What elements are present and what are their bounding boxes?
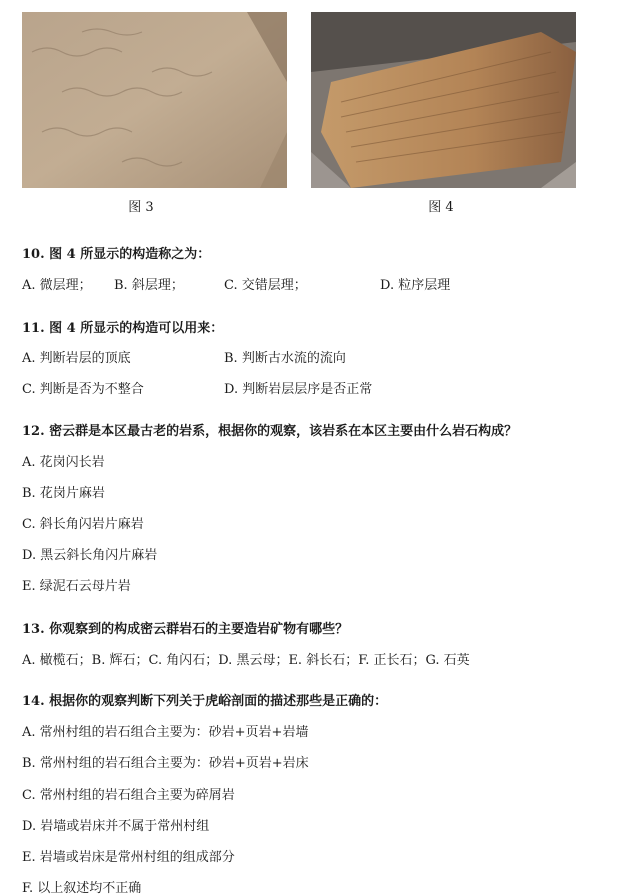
q12-option-d: D. 黑云斜长角闪片麻岩 — [22, 548, 158, 563]
question-13-title: 13. 你观察到的构成密云群岩石的主要造岩矿物有哪些？ — [22, 622, 349, 637]
q13-options: A. 橄榄石；B. 辉石；C. 角闪石；D. 黑云母；E. 斜长石；F. 正长石；G. 石英 — [22, 653, 470, 668]
q14-option-e: E. 岩墙或岩床是常州村组的组成部分 — [22, 850, 235, 865]
question-10-title: 10. 图 4 所显示的构造称之为： — [22, 247, 211, 262]
q10-option-b: B. 斜层理； — [114, 278, 184, 293]
q10-option-c: C. 交错层理； — [224, 278, 307, 293]
q11-option-c: C. 判断是否为不整合 — [22, 382, 144, 397]
q10-option-a: A. 微层理； — [22, 278, 92, 293]
q11-option-d: D. 判断岩层层序是否正常 — [224, 382, 373, 397]
figure-3-caption: 图 3 — [128, 200, 154, 215]
q11-option-b: B. 判断古水流的流向 — [224, 351, 346, 366]
figure-4-photo — [311, 12, 576, 188]
q12-option-e: E. 绿泥石云母片岩 — [22, 579, 131, 594]
q14-option-f: F. 以上叙述均不正确 — [22, 881, 142, 896]
q10-option-d: D. 粒序层理 — [380, 278, 451, 293]
figure-4-caption: 图 4 — [428, 200, 454, 215]
q14-option-d: D. 岩墙或岩床并不属于常州村组 — [22, 819, 210, 834]
q14-option-b: B. 常州村组的岩石组合主要为：砂岩+页岩+岩床 — [22, 756, 309, 771]
q12-option-a: A. 花岗闪长岩 — [22, 455, 105, 470]
question-14-title: 14. 根据你的观察判断下列关于虎峪剖面的描述那些是正确的： — [22, 694, 388, 709]
q12-option-b: B. 花岗片麻岩 — [22, 486, 105, 501]
q11-option-a: A. 判断岩层的顶底 — [22, 351, 131, 366]
q14-option-a: A. 常州村组的岩石组合主要为：砂岩+页岩+岩墙 — [22, 725, 309, 740]
question-12-title: 12. 密云群是本区最古老的岩系，根据你的观察，该岩系在本区主要由什么岩石构成？ — [22, 424, 518, 439]
question-11-title: 11. 图 4 所显示的构造可以用来： — [22, 321, 224, 336]
q12-option-c: C. 斜长角闪岩片麻岩 — [22, 517, 144, 532]
figure-3-photo — [22, 12, 287, 188]
q14-option-c: C. 常州村组的岩石组合主要为碎屑岩 — [22, 788, 235, 803]
